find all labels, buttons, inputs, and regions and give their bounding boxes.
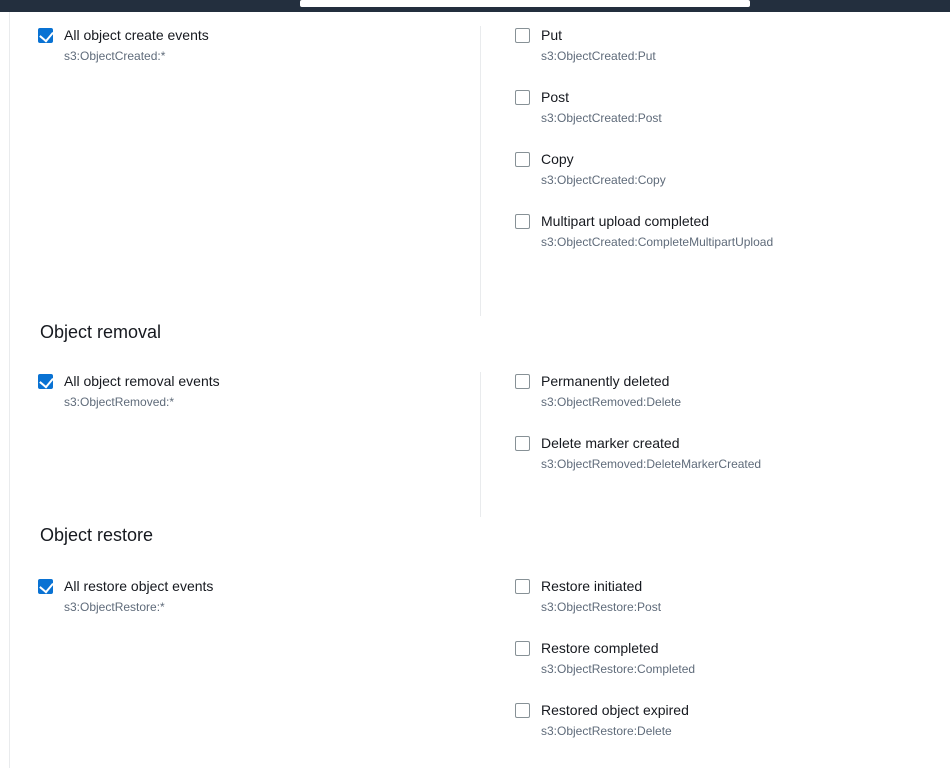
checkbox-label: Put bbox=[541, 27, 563, 43]
group-object-creation bbox=[10, 12, 950, 316]
checkbox-sublabel: s3:ObjectCreated:Post bbox=[541, 111, 662, 125]
checkbox-icon bbox=[38, 28, 53, 43]
checkbox-sublabel: s3:ObjectRemoved:* bbox=[64, 395, 175, 409]
global-nav-bar bbox=[0, 0, 950, 12]
checkbox-sublabel: s3:ObjectRestore:Post bbox=[541, 600, 662, 614]
group-object-restore-columns bbox=[10, 547, 950, 759]
group-object-creation-columns bbox=[10, 26, 950, 316]
group-object-removal-columns bbox=[10, 344, 950, 517]
checkbox-label: Restore completed bbox=[541, 640, 659, 656]
checkbox-label: Copy bbox=[541, 151, 574, 167]
checkbox-label: Multipart upload completed bbox=[541, 213, 710, 229]
checkbox-all-object-removal-events[interactable] bbox=[38, 372, 480, 410]
group-object-removal-right bbox=[480, 372, 950, 517]
group-object-restore-left bbox=[10, 577, 480, 759]
checkbox-label: All restore object events bbox=[64, 578, 214, 594]
checkbox-icon bbox=[38, 579, 53, 594]
checkbox-multipart-upload-completed[interactable] bbox=[515, 212, 950, 250]
group-object-creation-left bbox=[10, 26, 480, 316]
checkbox-all-object-create-events[interactable] bbox=[38, 26, 480, 64]
checkbox-sublabel: s3:ObjectRestore:Completed bbox=[541, 662, 696, 676]
checkbox-sublabel: s3:ObjectCreated:CompleteMultipartUpload bbox=[541, 235, 774, 249]
checkbox-icon bbox=[515, 28, 530, 43]
group-object-restore bbox=[10, 517, 950, 759]
checkbox-permanently-deleted[interactable] bbox=[515, 372, 950, 410]
checkbox-sublabel: s3:ObjectCreated:* bbox=[64, 49, 166, 63]
checkbox-label: All object removal events bbox=[64, 373, 220, 389]
checkbox-label: Delete marker created bbox=[541, 435, 680, 451]
checkbox-label: Post bbox=[541, 89, 570, 105]
checkbox-icon bbox=[515, 214, 530, 229]
checkbox-label: Permanently deleted bbox=[541, 373, 670, 389]
checkbox-label: Restored object expired bbox=[541, 702, 689, 718]
checkbox-label: All object create events bbox=[64, 27, 209, 43]
checkbox-icon bbox=[515, 436, 530, 451]
group-object-restore-right bbox=[480, 577, 950, 759]
checkbox-icon bbox=[38, 374, 53, 389]
checkbox-sublabel: s3:ObjectCreated:Copy bbox=[541, 173, 666, 187]
checkbox-all-restore-object-events[interactable] bbox=[38, 577, 480, 615]
checkbox-icon bbox=[515, 374, 530, 389]
checkbox-icon bbox=[515, 152, 530, 167]
checkbox-sublabel: s3:ObjectRestore:Delete bbox=[541, 724, 672, 738]
group-object-removal bbox=[10, 316, 950, 517]
checkbox-icon bbox=[515, 579, 530, 594]
checkbox-icon bbox=[515, 641, 530, 656]
checkbox-sublabel: s3:ObjectRemoved:DeleteMarkerCreated bbox=[541, 457, 762, 471]
checkbox-post[interactable] bbox=[515, 88, 950, 126]
group-object-creation-right bbox=[480, 26, 950, 316]
checkbox-sublabel: s3:ObjectRemoved:Delete bbox=[541, 395, 682, 409]
checkbox-icon bbox=[515, 90, 530, 105]
checkbox-sublabel: s3:ObjectCreated:Put bbox=[541, 49, 656, 63]
checkbox-put[interactable] bbox=[515, 26, 950, 64]
group-object-removal-title: Object removal bbox=[40, 322, 162, 342]
checkbox-label: Restore initiated bbox=[541, 578, 643, 594]
checkbox-sublabel: s3:ObjectRestore:* bbox=[64, 600, 165, 614]
checkbox-restore-initiated[interactable] bbox=[515, 577, 950, 615]
checkbox-delete-marker-created[interactable] bbox=[515, 434, 950, 472]
checkbox-copy[interactable] bbox=[515, 150, 950, 188]
checkbox-restored-object-expired[interactable] bbox=[515, 701, 950, 739]
group-object-restore-title: Object restore bbox=[40, 525, 154, 545]
group-object-removal-left bbox=[10, 372, 480, 517]
global-search-input[interactable] bbox=[300, 0, 750, 7]
event-types-card bbox=[9, 12, 950, 768]
checkbox-icon bbox=[515, 703, 530, 718]
checkbox-restore-completed[interactable] bbox=[515, 639, 950, 677]
